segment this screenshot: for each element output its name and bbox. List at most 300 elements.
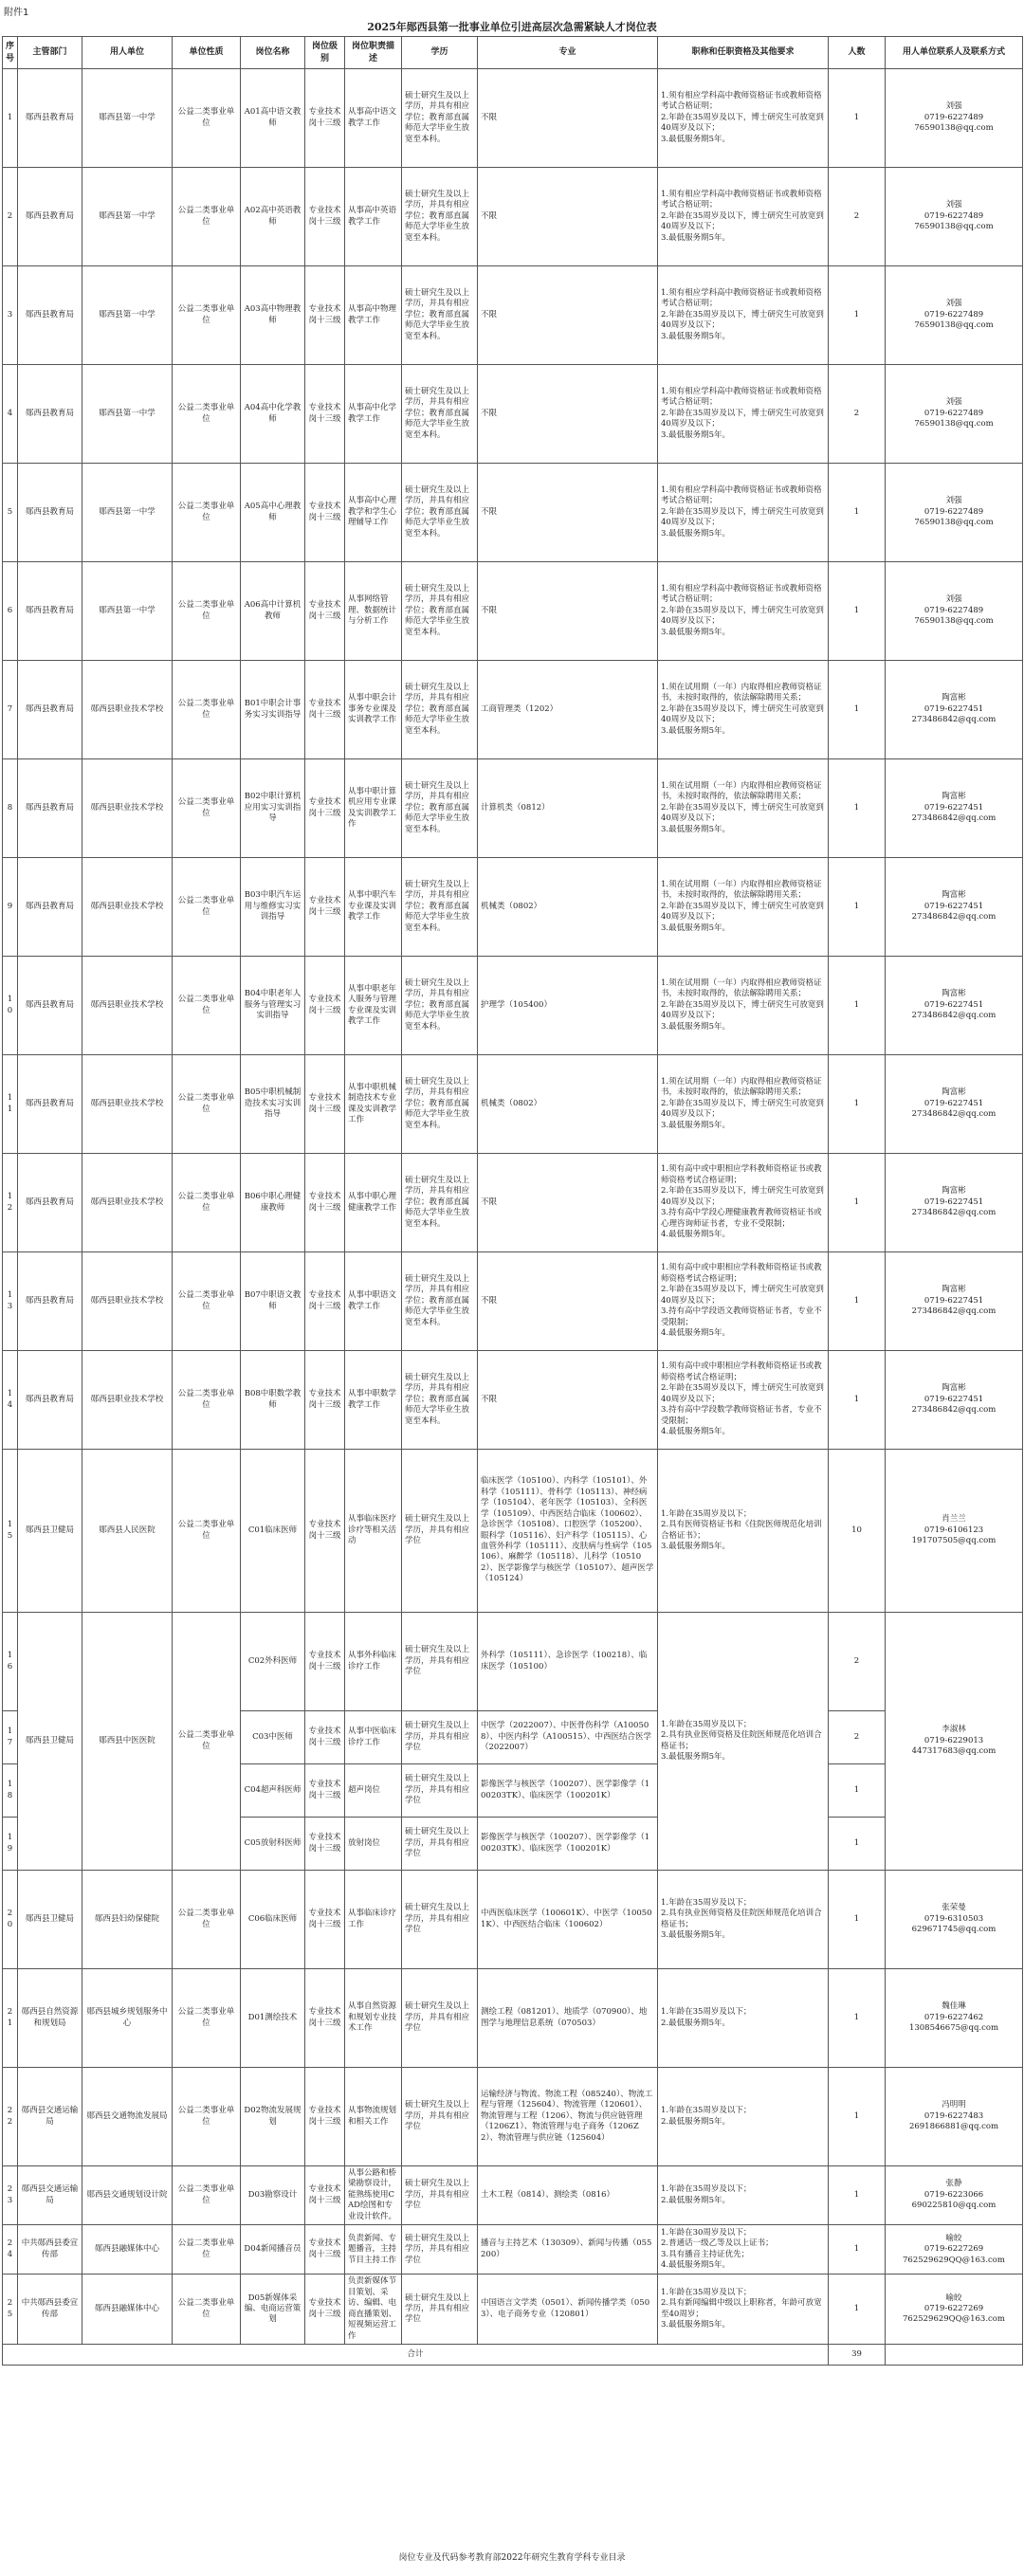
cell-post: A06高中计算机教师: [241, 562, 305, 661]
cell-duty: 从事自然资源和规划专业技术工作: [345, 1969, 402, 2068]
cell-no: 10: [3, 957, 18, 1055]
cell-level: 专业技术岗十三级: [305, 2225, 345, 2275]
cell-contact: 李淑林 0719-6229013 447317683@qq.com: [886, 1613, 1023, 1871]
cell-contact: 陶富彬 0719-6227451 273486842@qq.com: [886, 858, 1023, 957]
cell-level: 专业技术岗十三级: [305, 858, 345, 957]
cell-nature: 公益二类事业单位: [173, 1154, 241, 1252]
cell-contact: 张静 0719-6223066 690225810@qq.com: [886, 2166, 1023, 2225]
header-level: 岗位级别: [305, 37, 345, 69]
cell-post: B04中职老年人服务与管理实习实训指导: [241, 957, 305, 1055]
cell-num: 1: [829, 661, 886, 759]
cell-post: D05新媒体采编、电商运营策划: [241, 2275, 305, 2345]
cell-req: 1.须有相应学科高中教师资格证书或教师资格考试合格证明； 2.年龄在35周岁及以下，博士研究生可放宽到40周岁及以下； 3.最低服务期5年。: [658, 562, 829, 661]
cell-duty: 从事中职汽车专业课及实训教学工作: [345, 858, 402, 957]
cell-dept: 郧西县教育局: [18, 858, 82, 957]
cell-num: 1: [829, 1969, 886, 2068]
cell-no: 13: [3, 1252, 18, 1351]
cell-nature: 公益二类事业单位: [173, 661, 241, 759]
table-row: [3, 2068, 1023, 2166]
table-row: [3, 661, 1023, 759]
footer-note: 岗位专业及代码参考教育部2022年研究生教育学科专业目录: [398, 2553, 626, 2563]
cell-num: 1: [829, 759, 886, 858]
cell-post: A02高中英语教师: [241, 168, 305, 266]
cell-major: 不限: [478, 365, 658, 464]
cell-dept: 郧西县交通运输局: [18, 2068, 82, 2166]
cell-nature: 公益二类事业单位: [173, 2166, 241, 2225]
cell-unit: 郧西县中医医院: [82, 1613, 173, 1871]
cell-edu: 硕士研究生及以上学历，并具有相应学位；教育部直属师范大学毕业生放宽至本科。: [402, 957, 478, 1055]
cell-post: B07中职语文教师: [241, 1252, 305, 1351]
cell-level: 专业技术岗十三级: [305, 266, 345, 365]
table-header-row: [3, 37, 1023, 69]
cell-nature: 公益二类事业单位: [173, 2275, 241, 2345]
cell-req: 1.须有高中或中职相应学科教师资格证书或教师资格考试合格证明； 2.年龄在35周岁及以下，博士研究生可放宽到40周岁及以下； 3.持有高中学段语文教师资格证书者，专业不受限制； 4.最低服务期5年。: [658, 1252, 829, 1351]
cell-dept: 郧西县教育局: [18, 464, 82, 562]
table-row: [3, 2166, 1023, 2225]
header-dept: 主管部门: [18, 37, 82, 69]
cell-dept: 郧西县教育局: [18, 1351, 82, 1450]
cell-edu: 硕士研究生及以上学历，并具有相应学位: [402, 2166, 478, 2225]
cell-level: 专业技术岗十三级: [305, 1351, 345, 1450]
cell-level: 专业技术岗十三级: [305, 1055, 345, 1154]
header-num: 人数: [829, 37, 886, 69]
cell-contact: 刘强 0719-6227489 76590138@qq.com: [886, 266, 1023, 365]
cell-edu: 硕士研究生及以上学历，并具有相应学位；教育部直属师范大学毕业生放宽至本科。: [402, 365, 478, 464]
cell-major: 临床医学（105100）、内科学（105101）、外科学（105111）、骨科学（105113）、神经病学（105104）、老年医学（105103）、全科医学（105109）、中西医结合临床（100602）、急诊医学（105108）、口腔医学（105200）、眼科学（105116）、妇产科学（105115）、心血管外科学（105111）、皮肤病与性病学（105106）、麻醉学（105118）、儿科学（105102）、医学影像学与核医学（105107）、超声医学（105124）: [478, 1450, 658, 1613]
cell-unit: 郧西县职业技术学校: [82, 1154, 173, 1252]
cell-major: 不限: [478, 562, 658, 661]
cell-post: D03勘察设计: [241, 2166, 305, 2225]
cell-level: 专业技术岗十三级: [305, 759, 345, 858]
cell-req: 1.须有相应学科高中教师资格证书或教师资格考试合格证明； 2.年龄在35周岁及以下，博士研究生可放宽到40周岁及以下； 3.最低服务期5年。: [658, 266, 829, 365]
cell-edu: 硕士研究生及以上学历，并具有相应学位；教育部直属师范大学毕业生放宽至本科。: [402, 562, 478, 661]
cell-post: A04高中化学教师: [241, 365, 305, 464]
cell-major: 外科学（105111）、急诊医学（100218）、临床医学（105100）: [478, 1613, 658, 1711]
cell-no: 11: [3, 1055, 18, 1154]
cell-post: B03中职汽车运用与维修实习实训指导: [241, 858, 305, 957]
cell-unit: 郧西县职业技术学校: [82, 1252, 173, 1351]
cell-post: D04新闻播音员: [241, 2225, 305, 2275]
cell-num: 1: [829, 2068, 886, 2166]
cell-duty: 超声岗位: [345, 1764, 402, 1818]
cell-post: C04超声科医师: [241, 1764, 305, 1818]
cell-no: 6: [3, 562, 18, 661]
header-major: 专业: [478, 37, 658, 69]
cell-level: 专业技术岗十三级: [305, 2068, 345, 2166]
cell-req: 1.须有相应学科高中教师资格证书或教师资格考试合格证明； 2.年龄在35周岁及以下，博士研究生可放宽到40周岁及以下； 3.最低服务期5年。: [658, 168, 829, 266]
cell-level: 专业技术岗十三级: [305, 1450, 345, 1613]
cell-num: 1: [829, 1252, 886, 1351]
cell-nature: 公益二类事业单位: [173, 858, 241, 957]
cell-nature: 公益二类事业单位: [173, 2225, 241, 2275]
cell-edu: 硕士研究生及以上学历，并具有相应学位；教育部直属师范大学毕业生放宽至本科。: [402, 1154, 478, 1252]
cell-num: 1: [829, 2275, 886, 2345]
cell-duty: 从事物流规划和相关工作: [345, 2068, 402, 2166]
cell-edu: 硕士研究生及以上学历，并具有相应学位；教育部直属师范大学毕业生放宽至本科。: [402, 759, 478, 858]
cell-nature: 公益二类事业单位: [173, 1351, 241, 1450]
cell-edu: 硕士研究生及以上学历，并具有相应学位；教育部直属师范大学毕业生放宽至本科。: [402, 1055, 478, 1154]
cell-unit: 郧西县融媒体中心: [82, 2225, 173, 2275]
cell-duty: 从事公路和桥梁勘察设计，能熟练使用CAD绘图和专业设计软件。: [345, 2166, 402, 2225]
header-post: 岗位名称: [241, 37, 305, 69]
cell-no: 19: [3, 1818, 18, 1871]
cell-req: 1.年龄在35周岁及以下； 2.具有新闻编辑中级以上职称者，年龄可放宽至40周岁； 3.最低服务期5年。: [658, 2275, 829, 2345]
cell-level: 专业技术岗十三级: [305, 69, 345, 168]
table-row: [3, 365, 1023, 464]
header-no: 序号: [3, 37, 18, 69]
cell-nature: 公益二类事业单位: [173, 266, 241, 365]
table-row: [3, 1871, 1023, 1969]
cell-no: 9: [3, 858, 18, 957]
cell-edu: 硕士研究生及以上学历，并具有相应学位: [402, 1764, 478, 1818]
cell-dept: 郧西县教育局: [18, 957, 82, 1055]
total-empty: [886, 2345, 1023, 2366]
cell-level: 专业技术岗十三级: [305, 1871, 345, 1969]
cell-no: 15: [3, 1450, 18, 1613]
cell-req: 1.须有高中或中职相应学科教师资格证书或教师资格考试合格证明； 2.年龄在35周岁及以下，博士研究生可放宽到40周岁及以下； 3.持有高中学段心理健康教育教师资格证书或心理咨询师证书者，专业不受限制； 4.最低服务期5年。: [658, 1154, 829, 1252]
table-row: [3, 1154, 1023, 1252]
cell-dept: 郧西县教育局: [18, 661, 82, 759]
cell-contact: 魏佳琳 0719-6227462 1308546675@qq.com: [886, 1969, 1023, 2068]
cell-unit: 郧西县融媒体中心: [82, 2275, 173, 2345]
table-row: [3, 1969, 1023, 2068]
table-row: [3, 2275, 1023, 2345]
cell-nature: 公益二类事业单位: [173, 168, 241, 266]
cell-major: 中西医临床医学（100601K）、中医学（100501K）、中西医结合临床（100602）: [478, 1871, 658, 1969]
cell-unit: 郧西县第一中学: [82, 464, 173, 562]
cell-num: 1: [829, 1818, 886, 1871]
cell-major: 机械类（0802）: [478, 858, 658, 957]
cell-num: 10: [829, 1450, 886, 1613]
cell-num: 1: [829, 858, 886, 957]
cell-no: 18: [3, 1764, 18, 1818]
cell-edu: 硕士研究生及以上学历，并具有相应学位；教育部直属师范大学毕业生放宽至本科。: [402, 1351, 478, 1450]
cell-unit: 郧西县第一中学: [82, 69, 173, 168]
cell-num: 2: [829, 168, 886, 266]
cell-num: 1: [829, 1154, 886, 1252]
cell-no: 3: [3, 266, 18, 365]
cell-edu: 硕士研究生及以上学历，并具有相应学位: [402, 2225, 478, 2275]
cell-duty: 从事高中物理教学工作: [345, 266, 402, 365]
cell-contact: 陶富彬 0719-6227451 273486842@qq.com: [886, 1055, 1023, 1154]
cell-req: 1.年龄在35周岁及以下； 2.最低服务期5年。: [658, 2166, 829, 2225]
cell-post: B05中职机械制造技术实习实训指导: [241, 1055, 305, 1154]
cell-major: 不限: [478, 1154, 658, 1252]
cell-num: 2: [829, 1711, 886, 1764]
cell-edu: 硕士研究生及以上学历，并具有相应学位；教育部直属师范大学毕业生放宽至本科。: [402, 858, 478, 957]
cell-post: A01高中语文教师: [241, 69, 305, 168]
cell-num: 1: [829, 1764, 886, 1818]
cell-req: 1.须在试用期（一年）内取得相应教师资格证书，未按时取得的，依法解除聘用关系； 2.年龄在35周岁及以下，博士研究生可放宽到40周岁及以下； 3.最低服务期5年。: [658, 858, 829, 957]
table-row: [3, 2225, 1023, 2275]
cell-edu: 硕士研究生及以上学历，并具有相应学位；教育部直属师范大学毕业生放宽至本科。: [402, 661, 478, 759]
cell-num: 1: [829, 1055, 886, 1154]
cell-req: 1.年龄在35周岁及以下； 2.具有执业医师资格及住院医师规范化培训合格证书； 3.最低服务期5年。: [658, 1613, 829, 1871]
cell-req: 1.须有高中或中职相应学科教师资格证书或教师资格考试合格证明； 2.年龄在35周岁及以下，博士研究生可放宽到40周岁及以下； 3.持有高中学段数学教师资格证书者，专业不受限制； 4.最低服务期5年。: [658, 1351, 829, 1450]
cell-unit: 郧西县职业技术学校: [82, 957, 173, 1055]
cell-level: 专业技术岗十三级: [305, 2166, 345, 2225]
cell-unit: 郧西县职业技术学校: [82, 759, 173, 858]
cell-nature: 公益二类事业单位: [173, 69, 241, 168]
table-row: [3, 168, 1023, 266]
cell-contact: 肖兰兰 0719-6106123 191707505@qq.com: [886, 1450, 1023, 1613]
table-row: [3, 1252, 1023, 1351]
cell-level: 专业技术岗十三级: [305, 1818, 345, 1871]
cell-contact: 陶富彬 0719-6227451 273486842@qq.com: [886, 661, 1023, 759]
cell-major: 不限: [478, 69, 658, 168]
cell-num: 1: [829, 2225, 886, 2275]
cell-duty: 从事中职数学教学工作: [345, 1351, 402, 1450]
header-contact: 用人单位联系人及联系方式: [886, 37, 1023, 69]
cell-edu: 硕士研究生及以上学历，并具有相应学位；教育部直属师范大学毕业生放宽至本科。: [402, 168, 478, 266]
cell-dept: 郧西县教育局: [18, 365, 82, 464]
cell-nature: 公益二类事业单位: [173, 1969, 241, 2068]
header-req: 职称和任职资格及其他要求: [658, 37, 829, 69]
cell-unit: 郧西县职业技术学校: [82, 1351, 173, 1450]
header-duty: 岗位职责描述: [345, 37, 402, 69]
cell-major: 不限: [478, 266, 658, 365]
table-row: [3, 1055, 1023, 1154]
cell-post: A05高中心理教师: [241, 464, 305, 562]
cell-dept: 郧西县卫健局: [18, 1613, 82, 1871]
cell-major: 工商管理类（1202）: [478, 661, 658, 759]
cell-unit: 郧西县第一中学: [82, 562, 173, 661]
cell-level: 专业技术岗十三级: [305, 1154, 345, 1252]
cell-level: 专业技术岗十三级: [305, 365, 345, 464]
cell-edu: 硕士研究生及以上学历，并具有相应学位；教育部直属师范大学毕业生放宽至本科。: [402, 464, 478, 562]
cell-duty: 从事高中化学教学工作: [345, 365, 402, 464]
table-row: [3, 464, 1023, 562]
cell-post: B02中职计算机应用实习实训指导: [241, 759, 305, 858]
cell-req: 1.须在试用期（一年）内取得相应教师资格证书，未按时取得的，依法解除聘用关系； 2.年龄在35周岁及以下，博士研究生可放宽到40周岁及以下； 3.最低服务期5年。: [658, 661, 829, 759]
cell-contact: 喻皎 0719-6227269 762529629QQ@163.com: [886, 2275, 1023, 2345]
cell-major: 不限: [478, 1252, 658, 1351]
cell-req: 1.须在试用期（一年）内取得相应教师资格证书，未按时取得的，依法解除聘用关系； 2.年龄在35周岁及以下，博士研究生可放宽到40周岁及以下； 3.最低服务期5年。: [658, 1055, 829, 1154]
cell-duty: 从事临床诊疗工作: [345, 1871, 402, 1969]
cell-level: 专业技术岗十三级: [305, 562, 345, 661]
cell-level: 专业技术岗十三级: [305, 1252, 345, 1351]
cell-unit: 郧西县职业技术学校: [82, 858, 173, 957]
cell-dept: 郧西县教育局: [18, 1055, 82, 1154]
cell-post: C02外科医师: [241, 1613, 305, 1711]
cell-unit: 郧西县第一中学: [82, 168, 173, 266]
cell-edu: 硕士研究生及以上学历，并具有相应学位: [402, 1450, 478, 1613]
cell-no: 16: [3, 1613, 18, 1711]
cell-post: C06临床医师: [241, 1871, 305, 1969]
page-title: 2025年郧西县第一批事业单位引进高层次急需紧缺人才岗位表: [367, 21, 657, 33]
cell-post: C03中医师: [241, 1711, 305, 1764]
cell-duty: 从事网络管理、数据统计与分析工作: [345, 562, 402, 661]
header-nature: 单位性质: [173, 37, 241, 69]
cell-no: 12: [3, 1154, 18, 1252]
cell-level: 专业技术岗十三级: [305, 168, 345, 266]
cell-req: 1.年龄在35周岁及以下； 2.最低服务期5年。: [658, 2068, 829, 2166]
cell-num: 1: [829, 957, 886, 1055]
cell-dept: 中共郧西县委宣传部: [18, 2225, 82, 2275]
cell-num: 1: [829, 1351, 886, 1450]
cell-no: 4: [3, 365, 18, 464]
cell-level: 专业技术岗十三级: [305, 1969, 345, 2068]
cell-unit: 郧西县职业技术学校: [82, 1055, 173, 1154]
cell-nature: 公益二类事业单位: [173, 562, 241, 661]
cell-dept: 郧西县教育局: [18, 759, 82, 858]
table-row: [3, 1613, 1023, 1711]
cell-post: D01测绘技术: [241, 1969, 305, 2068]
cell-major: 运输经济与物流、物流工程（085240）、物流工程与管理（125604）、物流管理（120601）、物流管理与工程（1206）、物流与供应链管理（1206Z1）、物流管理与电子商务（1206Z2）、物流管理与供应链（125604）: [478, 2068, 658, 2166]
cell-post: B06中职心理健康教师: [241, 1154, 305, 1252]
cell-duty: 从事临床医疗诊疗等相关活动: [345, 1450, 402, 1613]
cell-contact: 冯明明 0719-6227483 2691866881@qq.com: [886, 2068, 1023, 2166]
cell-contact: 陶富彬 0719-6227451 273486842@qq.com: [886, 1351, 1023, 1450]
cell-duty: 从事中医临床诊疗工作: [345, 1711, 402, 1764]
cell-no: 8: [3, 759, 18, 858]
cell-major: 不限: [478, 464, 658, 562]
total-count: 39: [829, 2345, 886, 2366]
cell-major: 影像医学与核医学（100207）、医学影像学（100203TK）、临床医学（100201K）: [478, 1818, 658, 1871]
cell-no: 2: [3, 168, 18, 266]
cell-unit: 郧西县城乡规划服务中心: [82, 1969, 173, 2068]
cell-dept: 郧西县教育局: [18, 1154, 82, 1252]
cell-edu: 硕士研究生及以上学历，并具有相应学位；教育部直属师范大学毕业生放宽至本科。: [402, 1252, 478, 1351]
attachment-label: 附件1: [4, 8, 29, 18]
cell-dept: 郧西县教育局: [18, 266, 82, 365]
cell-major: 不限: [478, 168, 658, 266]
cell-contact: 刘强 0719-6227489 76590138@qq.com: [886, 168, 1023, 266]
cell-post: D02物流发展规划: [241, 2068, 305, 2166]
table-row: [3, 562, 1023, 661]
cell-nature: 公益二类事业单位: [173, 1613, 241, 1871]
cell-contact: 陶富彬 0719-6227451 273486842@qq.com: [886, 759, 1023, 858]
cell-num: 1: [829, 266, 886, 365]
cell-duty: 从事高中心理教学和学生心理辅导工作: [345, 464, 402, 562]
table-row: [3, 957, 1023, 1055]
cell-duty: 从事中职会计事务专业课及实训教学工作: [345, 661, 402, 759]
cell-req: 1.年龄在35周岁及以下； 2.具有医师资格证书和《住院医师规范化培训合格证书》； 3.最低服务期5年。: [658, 1450, 829, 1613]
cell-level: 专业技术岗十三级: [305, 2275, 345, 2345]
cell-num: 2: [829, 365, 886, 464]
cell-dept: 郧西县卫健局: [18, 1450, 82, 1613]
cell-duty: 从事中职机械制造技术专业课及实训教学工作: [345, 1055, 402, 1154]
cell-contact: 张荣曼 0719-6310503 629671745@qq.com: [886, 1871, 1023, 1969]
cell-level: 专业技术岗十三级: [305, 464, 345, 562]
cell-nature: 公益二类事业单位: [173, 464, 241, 562]
cell-major: 中国语言文学类（0501）、新闻传播学类（0503）、电子商务专业（120801）: [478, 2275, 658, 2345]
cell-major: 不限: [478, 1351, 658, 1450]
header-edu: 学历: [402, 37, 478, 69]
cell-num: 1: [829, 562, 886, 661]
cell-no: 23: [3, 2166, 18, 2225]
cell-duty: 从事中职心理健康教学工作: [345, 1154, 402, 1252]
cell-num: 1: [829, 464, 886, 562]
cell-num: 1: [829, 2166, 886, 2225]
cell-no: 24: [3, 2225, 18, 2275]
cell-major: 播音与主持艺术（130309）、新闻与传播（055200）: [478, 2225, 658, 2275]
cell-edu: 硕士研究生及以上学历，并具有相应学位: [402, 2068, 478, 2166]
cell-major: 影像医学与核医学（100207）、医学影像学（100203TK）、临床医学（100201K）: [478, 1764, 658, 1818]
cell-no: 14: [3, 1351, 18, 1450]
cell-duty: 负责新媒体节目策划、采访、编辑、电商直播策划、短视频运营工作: [345, 2275, 402, 2345]
cell-unit: 郧西县职业技术学校: [82, 661, 173, 759]
cell-major: 测绘工程（081201）、地质学（070900）、地图学与地理信息系统（070503）: [478, 1969, 658, 2068]
table-row: [3, 266, 1023, 365]
cell-req: 1.年龄在35周岁及以下； 2.最低服务期5年。: [658, 1969, 829, 2068]
cell-edu: 硕士研究生及以上学历，并具有相应学位；教育部直属师范大学毕业生放宽至本科。: [402, 69, 478, 168]
cell-duty: 放射岗位: [345, 1818, 402, 1871]
cell-dept: 郧西县自然资源和规划局: [18, 1969, 82, 2068]
cell-nature: 公益二类事业单位: [173, 759, 241, 858]
cell-nature: 公益二类事业单位: [173, 365, 241, 464]
cell-req: 1.年龄在30周岁及以下； 2.普通话一级乙等及以上证书； 3.具有播音主持证优先； 4.最低服务期5年。: [658, 2225, 829, 2275]
cell-duty: 从事外科临床诊疗工作: [345, 1613, 402, 1711]
table-row: [3, 1351, 1023, 1450]
cell-duty: 从事中职语文教学工作: [345, 1252, 402, 1351]
cell-nature: 公益二类事业单位: [173, 1252, 241, 1351]
cell-unit: 郧西县第一中学: [82, 266, 173, 365]
cell-req: 1.须在试用期（一年）内取得相应教师资格证书，未按时取得的，依法解除聘用关系； 2.年龄在35周岁及以下，博士研究生可放宽到40周岁及以下； 3.最低服务期5年。: [658, 957, 829, 1055]
cell-edu: 硕士研究生及以上学历，并具有相应学位: [402, 1871, 478, 1969]
cell-edu: 硕士研究生及以上学历，并具有相应学位: [402, 1818, 478, 1871]
cell-duty: 负责新闻、专题播音，主持节目主持工作: [345, 2225, 402, 2275]
cell-dept: 中共郧西县委宣传部: [18, 2275, 82, 2345]
cell-major: 中医学（2022007）、中医骨伤科学（A100508）、中医内科学（A100515）、中西医结合医学（2022007）: [478, 1711, 658, 1764]
cell-edu: 硕士研究生及以上学历，并具有相应学位: [402, 1969, 478, 2068]
cell-nature: 公益二类事业单位: [173, 1871, 241, 1969]
cell-contact: 陶富彬 0719-6227451 273486842@qq.com: [886, 1252, 1023, 1351]
cell-contact: 陶富彬 0719-6227451 273486842@qq.com: [886, 1154, 1023, 1252]
cell-nature: 公益二类事业单位: [173, 1055, 241, 1154]
cell-contact: 刘强 0719-6227489 76590138@qq.com: [886, 464, 1023, 562]
cell-req: 1.须有相应学科高中教师资格证书或教师资格考试合格证明； 2.年龄在35周岁及以下，博士研究生可放宽到40周岁及以下； 3.最低服务期5年。: [658, 69, 829, 168]
cell-req: 1.年龄在35周岁及以下； 2.具有执业医师资格及住院医师规范化培训合格证书； 3.最低服务期5年。: [658, 1871, 829, 1969]
table-row: [3, 69, 1023, 168]
cell-dept: 郧西县教育局: [18, 562, 82, 661]
cell-contact: 刘强 0719-6227489 76590138@qq.com: [886, 562, 1023, 661]
cell-unit: 郧西县交通规划设计院: [82, 2166, 173, 2225]
cell-req: 1.须有相应学科高中教师资格证书或教师资格考试合格证明； 2.年龄在35周岁及以下，博士研究生可放宽到40周岁及以下； 3.最低服务期5年。: [658, 464, 829, 562]
cell-no: 17: [3, 1711, 18, 1764]
cell-dept: 郧西县教育局: [18, 69, 82, 168]
cell-no: 7: [3, 661, 18, 759]
cell-major: 机械类（0802）: [478, 1055, 658, 1154]
cell-unit: 郧西县第一中学: [82, 365, 173, 464]
cell-contact: 刘强 0719-6227489 76590138@qq.com: [886, 365, 1023, 464]
cell-no: 22: [3, 2068, 18, 2166]
cell-nature: 公益二类事业单位: [173, 1450, 241, 1613]
header-unit: 用人单位: [82, 37, 173, 69]
cell-nature: 公益二类事业单位: [173, 957, 241, 1055]
cell-edu: 硕士研究生及以上学历，并具有相应学位；教育部直属师范大学毕业生放宽至本科。: [402, 266, 478, 365]
cell-level: 专业技术岗十三级: [305, 1764, 345, 1818]
cell-duty: 从事高中英语教学工作: [345, 168, 402, 266]
cell-duty: 从事中职计算机应用专业课及实训教学工作: [345, 759, 402, 858]
cell-major: 土木工程（0814）、测绘类（0816）: [478, 2166, 658, 2225]
table-row: [3, 1450, 1023, 1613]
cell-contact: 喻皎 0719-6227269 762529629QQ@163.com: [886, 2225, 1023, 2275]
total-label: 合计: [3, 2345, 829, 2366]
cell-major: 护理学（105400）: [478, 957, 658, 1055]
cell-num: 2: [829, 1613, 886, 1711]
cell-level: 专业技术岗十三级: [305, 957, 345, 1055]
cell-major: 计算机类（0812）: [478, 759, 658, 858]
cell-dept: 郧西县教育局: [18, 1252, 82, 1351]
cell-edu: 硕士研究生及以上学历，并具有相应学位: [402, 1613, 478, 1711]
cell-level: 专业技术岗十三级: [305, 1613, 345, 1711]
cell-num: 1: [829, 69, 886, 168]
table-row: [3, 759, 1023, 858]
cell-unit: 郧西县妇幼保健院: [82, 1871, 173, 1969]
cell-contact: 陶富彬 0719-6227451 273486842@qq.com: [886, 957, 1023, 1055]
cell-level: 专业技术岗十三级: [305, 1711, 345, 1764]
